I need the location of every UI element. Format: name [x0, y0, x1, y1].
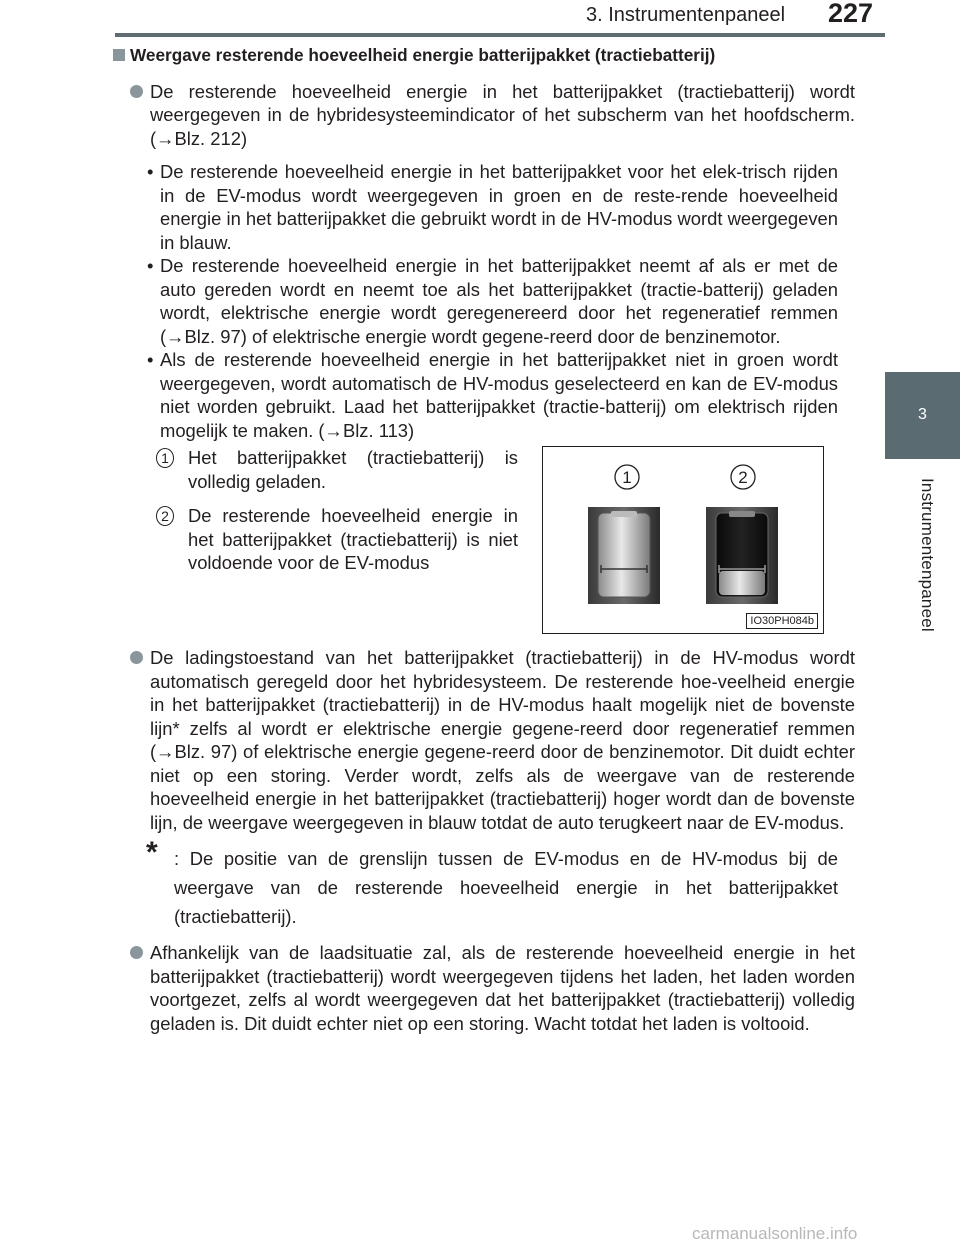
circle-bullet-icon	[130, 946, 143, 959]
circle-bullet-icon	[130, 651, 143, 664]
list-item-text: De resterende hoeveelheid energie in het batterijpakket voor het elek-trisch rijden in de EV-modus wordt weergegeven in groen en de reste-rende hoeveelheid energie in het batterijpakket die gebruikt wordt in de HV-modus wordt weergegeven in blauw.	[160, 161, 838, 253]
section-heading-text: Weergave resterende hoeveelheid energie batterijpakket (tractiebatterij)	[130, 45, 716, 65]
bullet-icon: •	[147, 349, 154, 370]
chapter-title: 3. Instrumentenpaneel	[586, 4, 786, 26]
battery-illustration	[543, 447, 823, 633]
header-rule	[115, 33, 885, 37]
legend-number: 2	[156, 506, 174, 526]
low-battery-icon	[706, 507, 778, 604]
figure-code: IO30PH084b	[746, 613, 818, 629]
footnote-mark: *	[146, 836, 158, 869]
footnote-text: : De positie van de grenslijn tussen de EV-modus en de HV-modus bij de weergave van de resterende hoeveelheid energie in het batterijpakket (tractiebatterij).	[174, 848, 838, 927]
paragraph-text: De ladingstoestand van het batterijpakket (tractiebatterij) in de HV-modus wordt automatisch geregeld door het hybridesysteem. De resterende hoe-veelheid energie in het batterijpakket (tractiebatterij) in de HV-modus haalt mogelijk niet de bovenste lijn* zelfs al wordt er elektrische energie gegene-reerd door regeneratief remmen (→Blz. 97) of elektrische energie gegene-reerd door de benzinemotor. Dit duidt echter niet op een storing. Verder wordt, zelfs als de weergave van de resterende hoeveelheid energie in het batterijpakket (tractiebatterij) hoger wordt dan de bovenste lijn, de weergave weergegeven in blauw totdat de auto terugkeert naar de EV-modus.	[150, 647, 855, 833]
paragraph-charging	[110, 941, 855, 1035]
legend-text: Het batterijpakket (tractiebatterij) is volledig geladen.	[188, 447, 518, 492]
page-number: 227	[828, 0, 874, 28]
label-1-icon	[615, 465, 639, 489]
figure-row	[110, 446, 855, 646]
figure-label-1: 1	[622, 468, 632, 487]
paragraph-text: De resterende hoeveelheid energie in het batterijpakket (tractiebatterij) wordt weergegeven in de hybridesysteemindicator of het subscherm van het hoofdscherm. (→Blz. 212)	[150, 80, 855, 149]
legend-item-1	[156, 446, 518, 493]
square-bullet-icon	[113, 49, 125, 61]
list-item-text: De resterende hoeveelheid energie in het batterijpakket neemt af als er met de auto gereden wordt en neemt toe als het batterijpakket (tractie-batterij) geladen wordt, elektrische energie wordt geregenereerd door het regeneratief remmen (→Blz. 97) of elektrische energie wordt gegene-reerd door de benzinemotor.	[160, 255, 838, 347]
watermark: carmanualsonline.info	[692, 1224, 858, 1243]
footnote	[110, 836, 855, 931]
circle-bullet-icon	[130, 85, 143, 98]
paragraph-charge-state	[110, 646, 855, 834]
bullet-icon: •	[147, 255, 154, 276]
figure-label-2: 2	[738, 468, 748, 487]
legend-number: 1	[156, 448, 174, 468]
side-tab	[885, 372, 960, 459]
label-2-icon	[731, 465, 755, 489]
list-item	[110, 348, 855, 442]
section-heading	[110, 44, 855, 68]
paragraph-display	[110, 80, 855, 151]
side-tab-label: Instrumentenpaneel	[918, 478, 937, 632]
bullet-list	[110, 160, 855, 442]
battery-figure	[542, 446, 824, 634]
legend-text: De resterende hoeveelheid energie in het batterijpakket (tractiebatterij) is niet voldoende voor de EV-modus	[188, 505, 518, 573]
list-item	[110, 254, 855, 348]
side-tab-number: 3	[918, 406, 927, 423]
main-content	[110, 44, 855, 1045]
list-item-text: Als de resterende hoeveelheid energie in het batterijpakket niet in groen wordt weergegeven, wordt automatisch de HV-modus geselecteerd en kan de EV-modus niet worden gebruikt. Laad het batterijpakket (tractie-batterij) om elektrisch rijden mogelijk te maken. (→Blz. 113)	[160, 349, 838, 441]
legend-item-2	[156, 504, 518, 575]
paragraph-text: Afhankelijk van de laadsituatie zal, als de resterende hoeveelheid energie in het batterijpakket (tractiebatterij) wordt weergegeven tijdens het laden, het laden worden voortgezet, zelfs al wordt weergegeven dat het batterijpakket (tractiebatterij) volledig geladen is. Dit duidt echter niet op een storing. Wacht totdat het laden is voltooid.	[150, 942, 855, 1034]
bullet-icon: •	[147, 161, 154, 182]
full-battery-icon	[588, 507, 660, 604]
list-item	[110, 160, 855, 254]
